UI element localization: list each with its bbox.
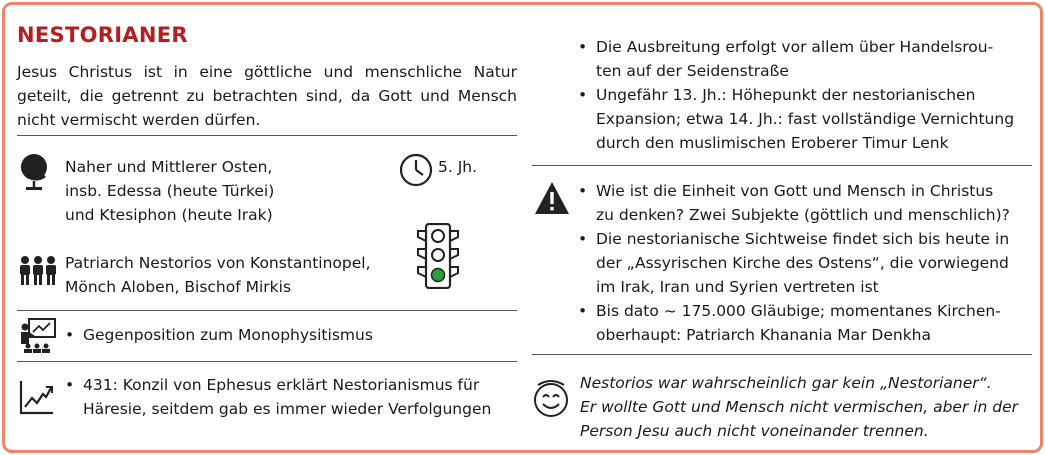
divider bbox=[532, 354, 1032, 355]
note-line: Person Jesu auch nicht voneinander trennen. bbox=[580, 422, 929, 440]
spread-line: • Die Ausbreitung erfolgt vor allem über Handelsrou- bbox=[596, 38, 994, 56]
warning-icon bbox=[534, 181, 570, 219]
spread-list bbox=[578, 35, 1038, 155]
region-line: und Ktesiphon (heute Irak) bbox=[65, 206, 273, 224]
list-item bbox=[578, 83, 1038, 155]
region-line: Naher und Mittlerer Osten, bbox=[65, 158, 273, 176]
divider bbox=[17, 361, 517, 362]
note-line: Nestorios war wahrscheinlich gar kein „Nestorianer“. bbox=[580, 374, 992, 392]
warning-line: • Die nestorianische Sichtweise findet sich bis heute in bbox=[596, 230, 1010, 248]
info-card bbox=[2, 2, 1043, 453]
history-line: Häresie, seitdem gab es immer wieder Verfolgungen bbox=[83, 400, 492, 418]
teacher-icon bbox=[19, 318, 57, 358]
warning-line: • Wie ist die Einheit von Gott und Mensch in Christus bbox=[596, 182, 994, 200]
right-column bbox=[532, 5, 1032, 450]
region-text bbox=[65, 155, 274, 227]
divider bbox=[532, 165, 1032, 166]
globe-icon bbox=[19, 152, 49, 196]
century-label: 5. Jh. bbox=[438, 158, 478, 176]
page-title: NESTORIANER bbox=[17, 23, 188, 47]
note-line: Er wollte Gott und Mensch nicht vermischen, aber in der bbox=[580, 398, 1019, 416]
list-item: • Gegenposition zum Monophysitismus bbox=[65, 323, 515, 347]
smiley-icon bbox=[532, 377, 570, 423]
trend-chart-icon bbox=[19, 379, 55, 419]
warning-line: im Irak, Iran und Syrien vertreten ist bbox=[596, 278, 879, 296]
spread-line: durch den muslimischen Eroberer Timur Lenk bbox=[596, 134, 949, 152]
intro-text: Jesus Christus ist in eine göttliche und menschliche Natur geteilt, die getrennt zu betrachten sind, da Gott und Mensch nicht vermischt werden dürfen. bbox=[17, 63, 517, 129]
region-line: insb. Edessa (heute Türkei) bbox=[65, 182, 275, 200]
list-item bbox=[578, 179, 1045, 227]
warning-line: oberhaupt: Patriarch Khanania Mar Denkha bbox=[596, 326, 932, 344]
list-item bbox=[578, 227, 1045, 299]
divider bbox=[17, 310, 517, 311]
list-item bbox=[578, 35, 1038, 83]
left-column bbox=[17, 5, 517, 450]
list-item bbox=[578, 299, 1045, 347]
warning-line: der „Assyrischen Kirche des Ostens“, die vorwiegend bbox=[596, 254, 1009, 272]
warning-line: • Bis dato ~ 175.000 Gläubige; momentanes Kirchen- bbox=[596, 302, 1001, 320]
divider bbox=[17, 135, 517, 136]
people-text bbox=[65, 251, 371, 299]
note-text bbox=[580, 371, 1040, 443]
people-line: Patriarch Nestorios von Konstantinopel, bbox=[65, 254, 371, 272]
people-icon bbox=[19, 255, 57, 291]
spread-line: • Ungefähr 13. Jh.: Höhepunkt der nestorianischen bbox=[596, 86, 976, 104]
traffic-light-icon bbox=[415, 223, 461, 293]
history-list bbox=[65, 373, 525, 421]
list-item bbox=[65, 373, 525, 421]
warning-list bbox=[578, 179, 1045, 347]
teaching-list bbox=[65, 323, 515, 347]
people-line: Mönch Aloben, Bischof Mirkis bbox=[65, 278, 292, 296]
clock-icon bbox=[399, 153, 433, 191]
warning-line: zu denken? Zwei Subjekte (göttlich und menschlich)? bbox=[596, 206, 1010, 224]
spread-line: Expansion; etwa 14. Jh.: fast vollständige Vernichtung bbox=[596, 110, 1015, 128]
history-line: • 431: Konzil von Ephesus erklärt Nestorianismus für bbox=[83, 376, 480, 394]
spread-line: ten auf der Seidenstraße bbox=[596, 62, 789, 80]
